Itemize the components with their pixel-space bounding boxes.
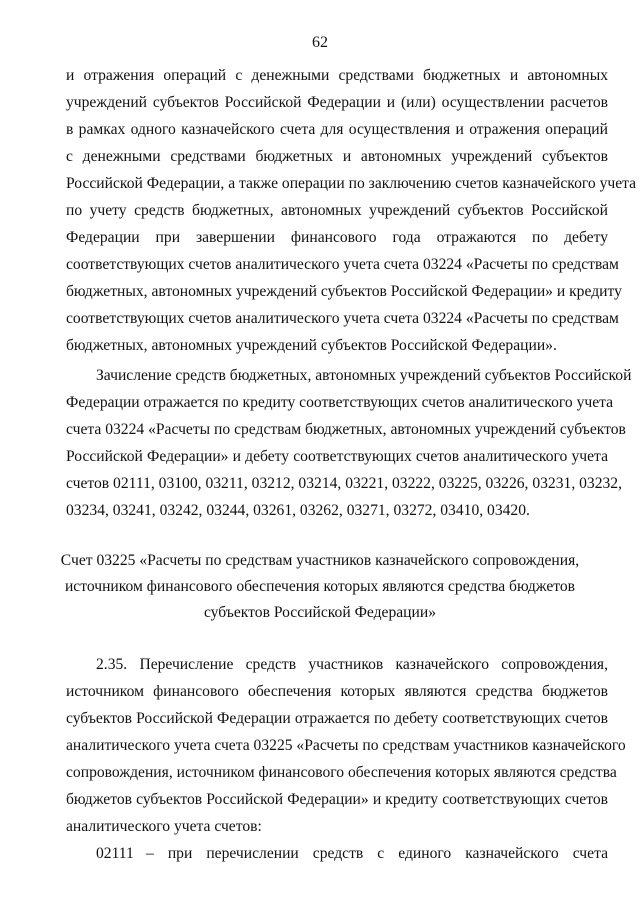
paragraph-line: сопровождения, источником финансового обеспечения которых являются средства xyxy=(66,764,617,781)
paragraph-line: субъектов Российской Федерации отражается по дебету соответствующих счетов xyxy=(66,710,608,727)
paragraph-line: счета 03224 «Расчеты по средствам бюджетных, автономных учреждений субъектов xyxy=(66,421,626,438)
paragraph-line: бюджетных, автономных учреждений субъектов Российской Федерации». xyxy=(66,337,557,354)
paragraph-line: по учету средств бюджетных, автономных учреждений субъектов Российской xyxy=(66,202,608,219)
paragraph-line: с денежными средствами бюджетных и автономных учреждений субъектов xyxy=(66,148,608,165)
paragraph-line: счетов 02111, 03100, 03211, 03212, 03214, 03221, 03222, 03225, 03226, 03231, 03232, xyxy=(66,475,622,492)
paragraph-line: бюджетных, автономных учреждений субъектов Российской Федерации» и кредиту xyxy=(66,283,622,300)
paragraph-line: аналитического учета счетов: xyxy=(66,818,262,835)
section-heading-line: источником финансового обеспечения которых являются средства бюджетов xyxy=(64,578,576,595)
section-heading-line: Счет 03225 «Расчеты по средствам участников казначейского сопровождения, xyxy=(60,552,580,569)
section-heading-line: субъектов Российской Федерации» xyxy=(203,604,437,621)
paragraph-line: соответствующих счетов аналитического учета счета 03224 «Расчеты по средствам xyxy=(66,310,619,327)
paragraph-line: Российской Федерации» и дебету соответствующих счетов аналитического учета xyxy=(66,448,608,465)
paragraph-line: 2.35. Перечисление средств участников казначейского сопровождения, xyxy=(96,656,608,673)
paragraph-line: Федерации при завершении финансового года отражаются по дебету xyxy=(66,229,608,246)
paragraph-line: источником финансового обеспечения которых являются средства бюджетов xyxy=(66,683,608,700)
paragraph-line: бюджетов субъектов Российской Федерации» и кредиту соответствующих счетов xyxy=(66,791,608,808)
paragraph-line: соответствующих счетов аналитического учета счета 03224 «Расчеты по средствам xyxy=(66,256,619,273)
paragraph-line: в рамках одного казначейского счета для осуществления и отражения операций xyxy=(66,121,608,138)
paragraph-line: Российской Федерации, а также операции по заключению счетов казначейского учета xyxy=(66,175,637,192)
paragraph-line: Федерации отражается по кредиту соответствующих счетов аналитического учета xyxy=(66,394,614,411)
paragraph-line: Зачисление средств бюджетных, автономных учреждений субъектов Российской xyxy=(96,367,632,384)
paragraph-line: и отражения операций с денежными средствами бюджетных и автономных xyxy=(66,67,608,84)
paragraph-line: аналитического учета счета 03225 «Расчеты по средствам участников казначейского xyxy=(66,737,626,754)
page-number: 62 xyxy=(312,34,328,51)
paragraph-line: учреждений субъектов Российской Федерации и (или) осуществлении расчетов xyxy=(66,94,608,111)
account-code: 02111 xyxy=(96,845,134,862)
paragraph-line: 03234, 03241, 03242, 03244, 03261, 03262, 03271, 03272, 03410, 03420. xyxy=(66,502,530,519)
paragraph-line: – при перечислении средств с единого казначейского счета xyxy=(146,845,608,862)
